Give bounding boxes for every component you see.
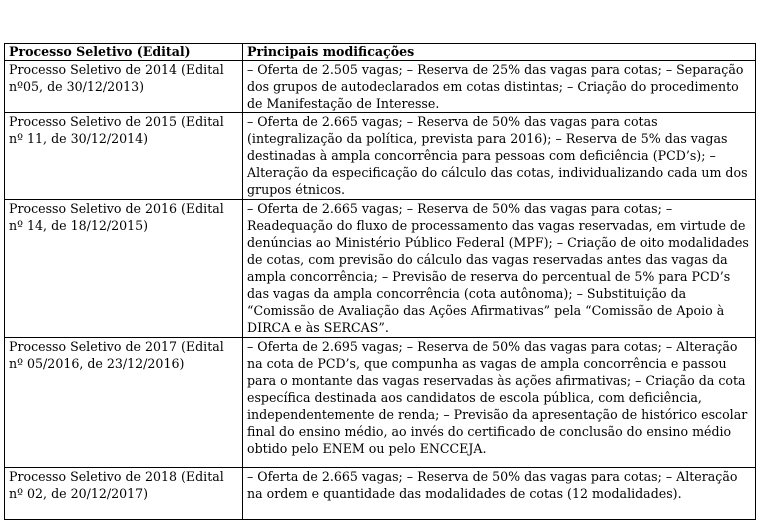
cell-modificacoes: – Oferta de 2.505 vagas; – Reserva de 25% das vagas para cotas; – Separação dos grupos de autodeclarados em cotas distintas; – Criação do procedimento de Manifestação de Interesse.	[243, 61, 756, 113]
header-modificacoes: Principais modificações	[243, 44, 756, 61]
cell-modificacoes: – Oferta de 2.665 vagas; – Reserva de 50% das vagas para cotas (integralização da política, prevista para 2016); – Reserva de 5% das vagas destinadas à ampla concorrência para pessoas com deficiência (PCD’s); – Alteração da especificação do cálculo das cotas, individualizando cada um dos grupos étnicos.	[243, 113, 756, 200]
cell-modificacoes: – Oferta de 2.665 vagas; – Reserva de 50% das vagas para cotas; – Alteração na ordem e quantidade das modalidades de cotas (12 modalidades).	[243, 468, 756, 520]
cell-edital: Processo Seletivo de 2014 (Edital nº05, de 30/12/2013)	[5, 61, 243, 113]
cell-modificacoes: – Oferta de 2.695 vagas; – Reserva de 50% das vagas para cotas; – Alteração na cota de PCD’s, que compunha as vagas de ampla concorrência e passou para o montante das vagas reservadas às ações afirmativas; – Criação da cota específica destinada aos candidatos de escola pública, com deficiência, independentemente de renda; – Previsão da apresentação de histórico escolar final do ensino médio, ao invés do certificado de conclusão do ensino médio obtido pelo ENEM ou pelo ENCCEJA.	[243, 338, 756, 468]
cell-edital: Processo Seletivo de 2015 (Edital nº 11, de 30/12/2014)	[5, 113, 243, 200]
cell-edital: Processo Seletivo de 2017 (Edital nº 05/2016, de 23/12/2016)	[5, 338, 243, 468]
table-row	[5, 468, 756, 520]
table-header-row	[5, 44, 756, 61]
table-row	[5, 113, 756, 200]
cell-modificacoes: – Oferta de 2.665 vagas; – Reserva de 50% das vagas para cotas; – Readequação do fluxo de processamento das vagas reservadas, em virtude de denúncias ao Ministério Público Federal (MPF); – Criação de oito modalidades de cotas, com previsão do cálculo das vagas reservadas antes das vagas da ampla concorrência; – Previsão de reserva do percentual de 5% para PCD’s das vagas da ampla concorrência (cota autônoma); – Substituição da “Comissão de Avaliação das Ações Afirmativas” pela “Comissão de Apoio à DIRCA e às SERCAS”.	[243, 200, 756, 338]
table-row	[5, 61, 756, 113]
cell-edital: Processo Seletivo de 2016 (Edital nº 14, de 18/12/2015)	[5, 200, 243, 338]
table-row	[5, 338, 756, 468]
header-edital: Processo Seletivo (Edital)	[5, 44, 243, 61]
cell-edital: Processo Seletivo de 2018 (Edital nº 02, de 20/12/2017)	[5, 468, 243, 520]
modifications-table	[4, 43, 756, 520]
table-row	[5, 200, 756, 338]
